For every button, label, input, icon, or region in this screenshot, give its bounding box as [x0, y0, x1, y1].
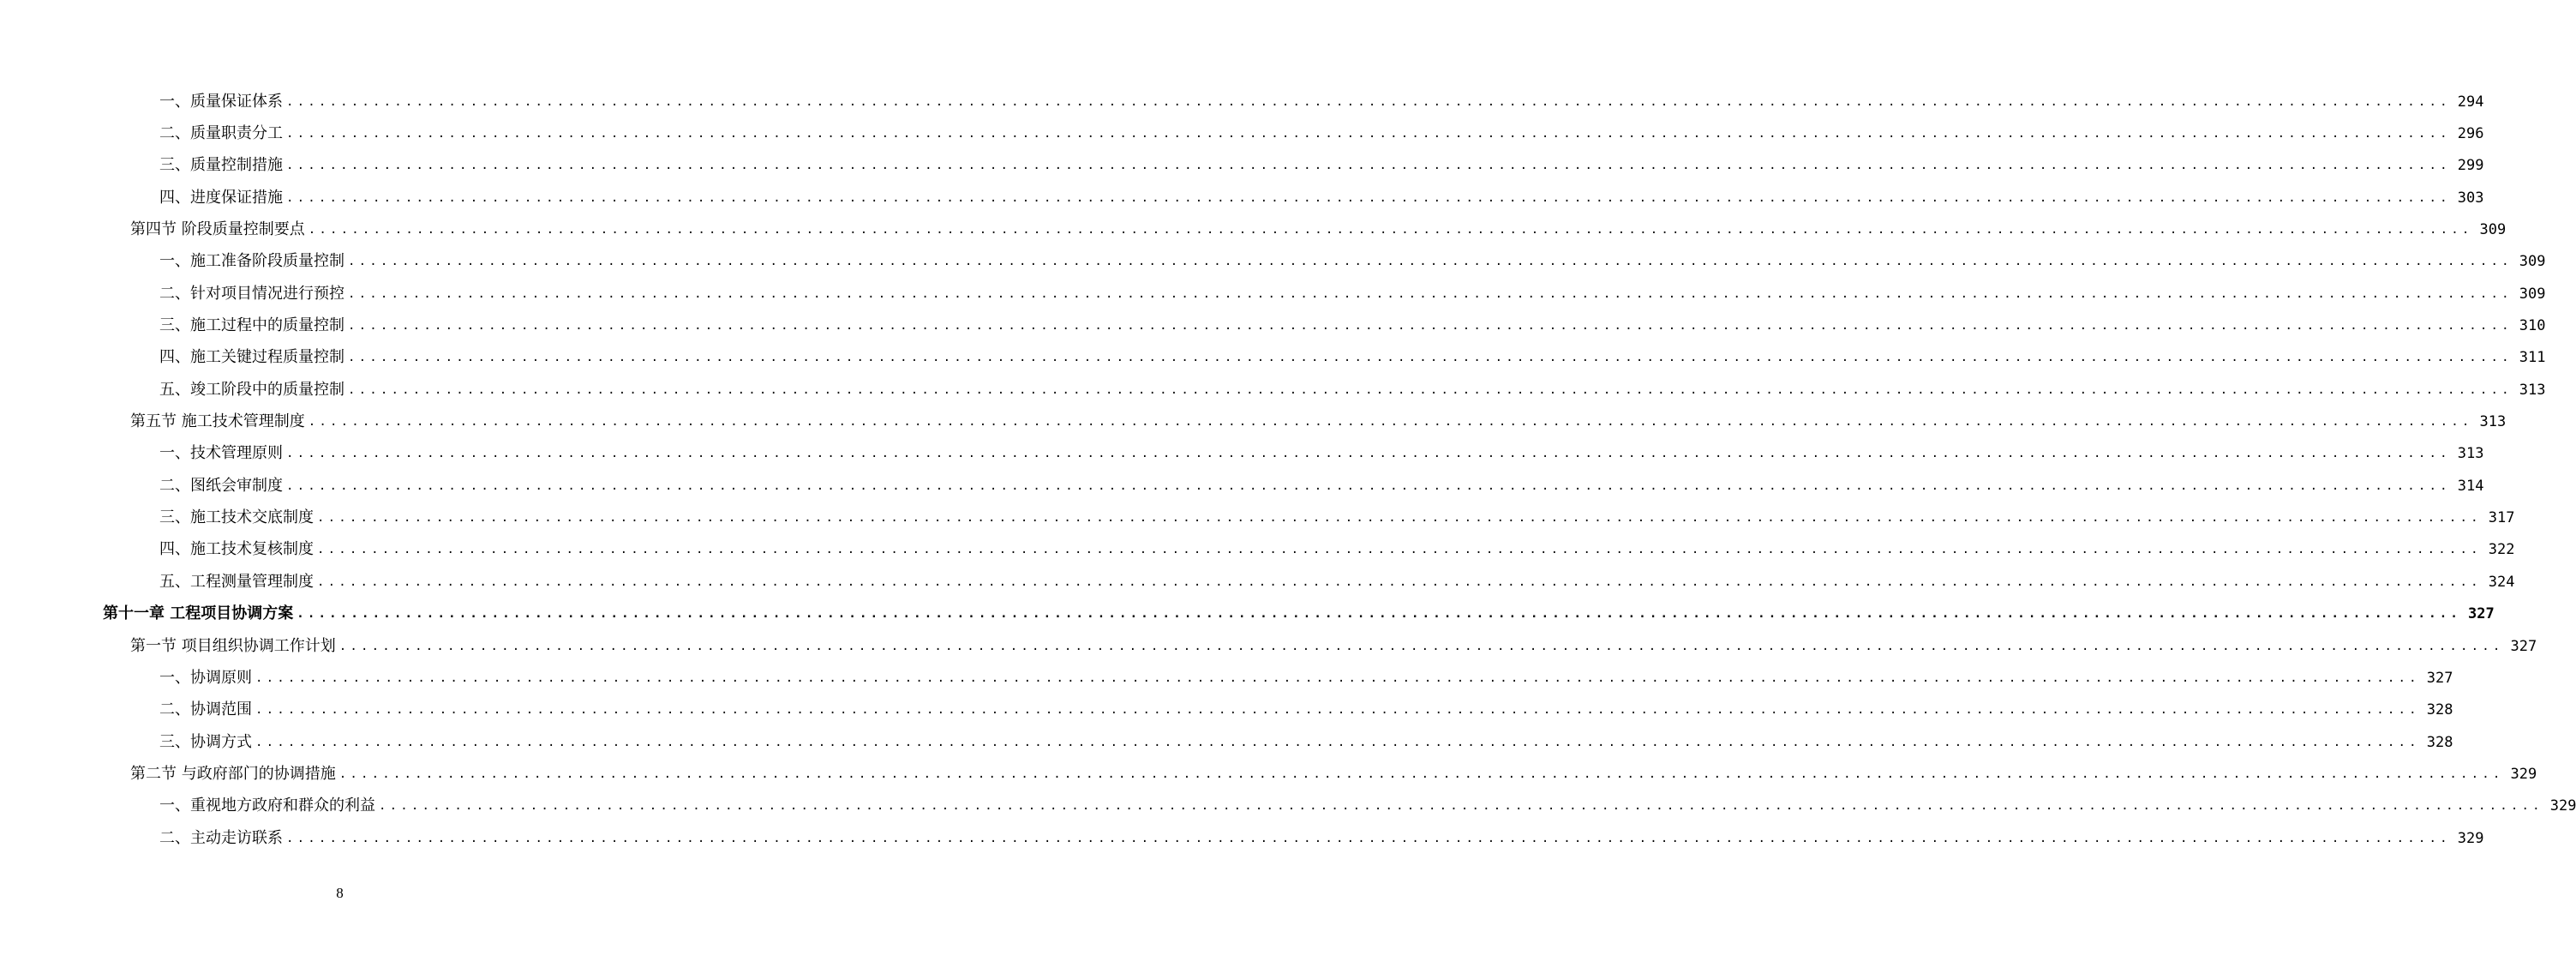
toc-entry[interactable] [0, 117, 2484, 149]
toc-entry-title: 三、质量控制措施 [159, 156, 283, 175]
toc-entry-title: 第五节 施工技术管理制度 [130, 412, 305, 431]
toc-entry-title: 三、施工过程中的质量控制 [159, 316, 344, 335]
toc-entry-title: 第一节 项目组织协调工作计划 [130, 636, 336, 655]
toc-entry-page: 327 [2426, 669, 2453, 687]
toc-entry[interactable] [0, 150, 2484, 182]
toc-dot-leader: ........................................................................................................................................................................................................ [348, 319, 2513, 334]
toc-entry-page: 328 [2426, 701, 2453, 719]
toc-dot-leader: ........................................................................................................................................................................................................ [308, 415, 2473, 430]
toc-entry-title: 一、技术管理原则 [159, 444, 283, 463]
toc-dot-leader: ........................................................................................................................................................................................................ [286, 127, 2451, 141]
toc-entry-page: 296 [2457, 125, 2484, 143]
toc-entry[interactable] [0, 502, 2515, 533]
toc-entry-page: 329 [2510, 765, 2537, 783]
toc-dot-leader: ........................................................................................................................................................................................................ [286, 478, 2451, 493]
toc-entry[interactable] [0, 470, 2484, 502]
toc-entry-page: 313 [2479, 413, 2507, 431]
toc-entry-page: 327 [2468, 605, 2495, 623]
toc-entry-page: 313 [2457, 445, 2484, 463]
toc-entry[interactable] [0, 758, 2537, 790]
toc-entry-title: 二、图纸会审制度 [159, 476, 283, 495]
toc-dot-leader: ........................................................................................................................................................................................................ [348, 382, 2513, 397]
toc-dot-leader: ........................................................................................................................................................................................................ [297, 607, 2462, 622]
toc-entry-title: 五、工程测量管理制度 [159, 572, 314, 591]
toc-entry-page: 310 [2519, 317, 2546, 335]
toc-entry[interactable] [0, 630, 2537, 662]
toc-entry-title: 一、协调原则 [159, 668, 252, 687]
toc-entry-title: 五、竣工阶段中的质量控制 [159, 380, 344, 399]
toc-dot-leader: ........................................................................................................................................................................................................ [308, 223, 2473, 237]
toc-dot-leader: ........................................................................................................................................................................................................ [286, 94, 2451, 109]
toc-entry-page: 317 [2488, 509, 2515, 527]
toc-entry-title: 四、进度保证措施 [159, 188, 283, 207]
toc-entry-page: 324 [2488, 573, 2515, 591]
toc-dot-leader: ........................................................................................................................................................................................................ [286, 447, 2451, 461]
toc-dot-leader: ........................................................................................................................................................................................................ [317, 543, 2482, 557]
toc-entry-page: 328 [2426, 733, 2453, 751]
toc-dot-leader: ........................................................................................................................................................................................................ [286, 159, 2451, 173]
toc-entry[interactable] [0, 438, 2484, 470]
toc-entry-page: 327 [2510, 637, 2537, 655]
toc-entry[interactable] [0, 598, 2495, 630]
toc-entry-title: 二、主动走访联系 [159, 828, 283, 847]
toc-entry-title: 二、协调范围 [159, 700, 252, 719]
toc-entry-title: 一、施工准备阶段质量控制 [159, 252, 344, 271]
toc-entry-title: 四、施工关键过程质量控制 [159, 348, 344, 367]
toc-entry-page: 313 [2519, 381, 2546, 399]
toc-entry-title: 第二节 与政府部门的协调措施 [130, 764, 336, 783]
toc-entry-page: 309 [2519, 253, 2546, 271]
table-of-contents [0, 86, 2576, 854]
toc-dot-leader: ........................................................................................................................................................................................................ [338, 767, 2504, 781]
toc-dot-leader: ........................................................................................................................................................................................................ [317, 574, 2482, 589]
toc-entry[interactable] [0, 310, 2546, 341]
toc-entry[interactable] [0, 791, 2576, 822]
toc-entry-page: 303 [2457, 189, 2484, 207]
toc-dot-leader: ........................................................................................................................................................................................................ [379, 799, 2543, 814]
toc-entry[interactable] [0, 342, 2546, 374]
toc-entry-page: 309 [2479, 221, 2507, 239]
toc-entry[interactable] [0, 374, 2546, 406]
toc-dot-leader: ........................................................................................................................................................................................................ [317, 511, 2482, 526]
toc-entry[interactable] [0, 278, 2546, 310]
toc-entry[interactable] [0, 662, 2453, 694]
toc-entry-page: 299 [2457, 157, 2484, 175]
toc-entry-title: 一、质量保证体系 [159, 92, 283, 111]
toc-dot-leader: ........................................................................................................................................................................................................ [348, 286, 2513, 301]
toc-entry[interactable] [0, 822, 2484, 854]
toc-dot-leader: ........................................................................................................................................................................................................ [255, 735, 2420, 749]
toc-entry-page: 322 [2488, 541, 2515, 559]
toc-dot-leader: ........................................................................................................................................................................................................ [286, 190, 2451, 205]
toc-entry-page: 329 [2457, 829, 2484, 847]
toc-entry-page: 329 [2549, 797, 2576, 815]
toc-entry[interactable] [0, 534, 2515, 566]
toc-entry-title: 第四节 阶段质量控制要点 [130, 220, 305, 239]
toc-entry-title: 第十一章 工程项目协调方案 [103, 604, 294, 623]
toc-entry[interactable] [0, 406, 2507, 437]
toc-entry-page: 294 [2457, 93, 2484, 111]
toc-entry[interactable] [0, 566, 2515, 598]
toc-dot-leader: ........................................................................................................................................................................................................ [255, 703, 2420, 718]
toc-entry[interactable] [0, 726, 2453, 758]
toc-entry-title: 二、质量职责分工 [159, 124, 283, 143]
toc-entry-page: 314 [2457, 477, 2484, 495]
toc-entry-title: 二、针对项目情况进行预控 [159, 284, 344, 303]
toc-entry-title: 三、施工技术交底制度 [159, 508, 314, 527]
toc-dot-leader: ........................................................................................................................................................................................................ [338, 639, 2504, 653]
toc-entry[interactable] [0, 86, 2484, 117]
toc-entry-page: 309 [2519, 285, 2546, 303]
toc-dot-leader: ........................................................................................................................................................................................................ [348, 255, 2513, 269]
page-number: 8 [336, 885, 344, 901]
toc-entry-page: 311 [2519, 349, 2546, 367]
toc-dot-leader: ........................................................................................................................................................................................................ [348, 351, 2513, 365]
toc-entry[interactable] [0, 246, 2546, 278]
toc-entry[interactable] [0, 213, 2507, 245]
toc-entry-title: 四、施工技术复核制度 [159, 540, 314, 559]
toc-dot-leader: ........................................................................................................................................................................................................ [286, 831, 2451, 845]
toc-dot-leader: ........................................................................................................................................................................................................ [255, 670, 2420, 685]
toc-entry-title: 三、协调方式 [159, 732, 252, 751]
toc-entry-title: 一、重视地方政府和群众的利益 [159, 797, 375, 815]
toc-entry[interactable] [0, 694, 2453, 726]
toc-entry[interactable] [0, 182, 2484, 213]
